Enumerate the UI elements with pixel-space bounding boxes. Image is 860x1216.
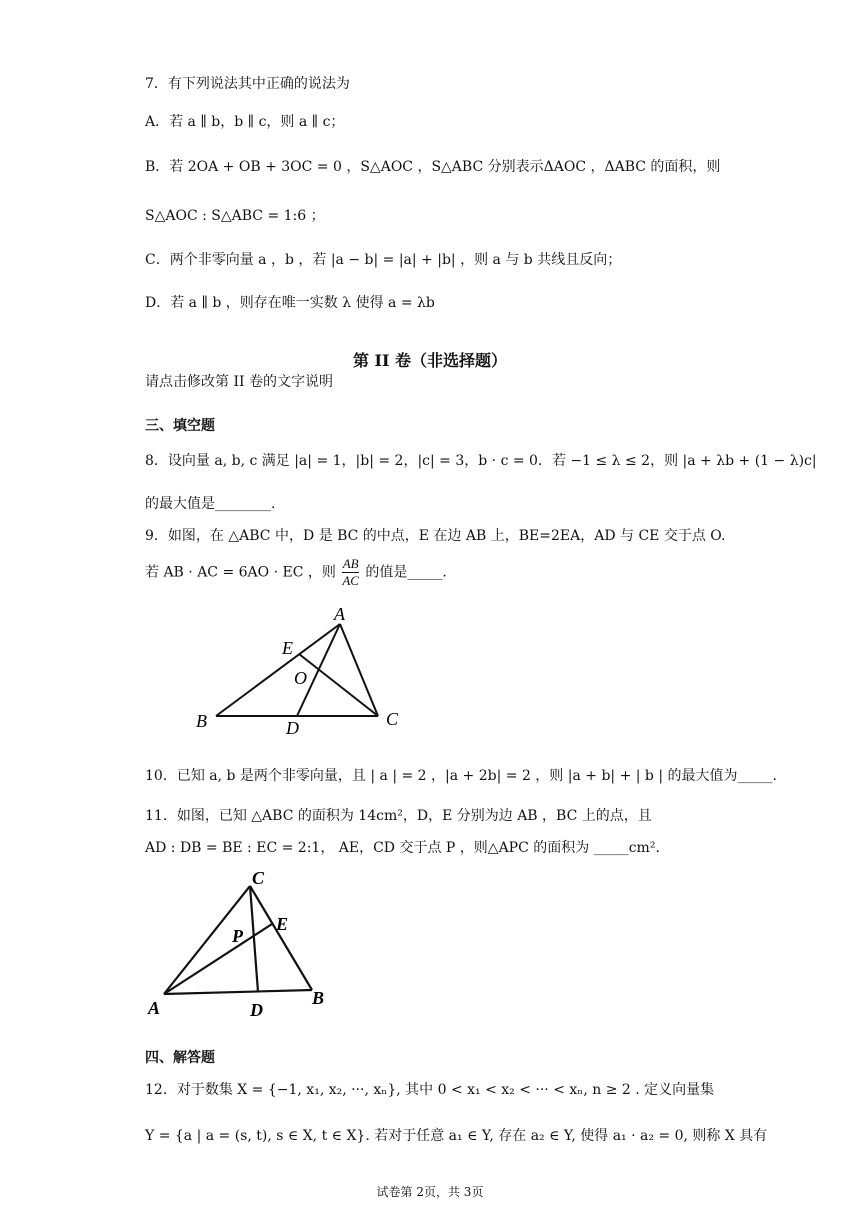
section-fill-in-title: 三、填空题 bbox=[145, 418, 215, 434]
q7-option-b-cont: S△AOC : S△ABC = 1:6 ； bbox=[145, 208, 325, 224]
q9-fraction-num: AB bbox=[342, 556, 359, 571]
q11-line1: 11．如图，已知 △ABC 的面积为 14cm²，D，E 分别为边 AB ，BC 上的点，且 bbox=[145, 808, 652, 824]
q11-label-b: B bbox=[312, 988, 325, 1008]
q11-label-a: A bbox=[148, 998, 161, 1018]
q7-option-c: C．两个非零向量 a ，b ，若 |a − b| = |a| + |b| ，则 a 与 b 共线且反向； bbox=[145, 252, 622, 268]
q9-line2-pre: 若 AB · AC = 6AO · EC ，则 bbox=[145, 564, 336, 581]
part2-title: 第 II 卷（非选择题） bbox=[352, 351, 508, 370]
q9-label-c: C bbox=[386, 709, 399, 729]
q7-stem: 7．有下列说法其中正确的说法为 bbox=[145, 76, 350, 92]
part2-note: 请点击修改第 II 卷的文字说明 bbox=[145, 374, 333, 390]
q9-line2 bbox=[145, 556, 447, 592]
q9-line2-post: 的值是_____. bbox=[365, 564, 447, 581]
q9-triangle-figure bbox=[190, 600, 410, 740]
q8-line2: 的最大值是________. bbox=[145, 496, 276, 512]
q12-line2: Y = {a | a = (s, t), s ∈ X, t ∈ X}. 若对于任意 a₁ ∈ Y, 存在 a₂ ∈ Y, 使得 a₁ · a₂ = 0, 则称 X 具有 bbox=[145, 1128, 768, 1144]
q9-label-a: A bbox=[334, 604, 345, 624]
q11-label-d: D bbox=[250, 1000, 263, 1020]
q11-label-c: C bbox=[252, 868, 265, 888]
q9-label-o: O bbox=[294, 668, 307, 688]
page-footer: 试卷第 2页，共 3页 bbox=[376, 1185, 484, 1199]
q7-option-d: D．若 a ∥ b ，则存在唯一实数 λ 使得 a = λb bbox=[145, 295, 435, 311]
q7-option-b: B．若 2OA + OB + 3OC = 0 ，S△AOC ，S△ABC 分别表示ΔAOC ，ΔABC 的面积，则 bbox=[145, 159, 721, 175]
q12-line1: 12．对于数集 X = {−1, x₁, x₂, ···, xₙ}, 其中 0 < x₁ < x₂ < ··· < xₙ, n ≥ 2 . 定义向量集 bbox=[145, 1082, 715, 1098]
q9-label-b: B bbox=[196, 711, 207, 731]
q8-line1: 8．设向量 a, b, c 满足 |a| = 1，|b| = 2，|c| = 3，b · c = 0．若 −1 ≤ λ ≤ 2，则 |a + λb + (1 − λ)c| bbox=[145, 453, 817, 469]
q9-fraction bbox=[342, 556, 359, 589]
q11-label-e: E bbox=[276, 914, 289, 934]
q9-fraction-den: AC bbox=[342, 573, 359, 588]
q11-line2: AD : DB = BE : EC = 2:1， AE，CD 交于点 P ，则△APC 的面积为 _____cm². bbox=[145, 840, 660, 856]
q7-option-a: A．若 a ∥ b，b ∥ c，则 a ∥ c； bbox=[145, 114, 345, 130]
section-answer-title: 四、解答题 bbox=[145, 1050, 215, 1066]
q9-line1: 9．如图，在 △ABC 中，D 是 BC 的中点，E 在边 AB 上，BE=2EA，AD 与 CE 交于点 O. bbox=[145, 528, 726, 544]
q11-label-p: P bbox=[232, 926, 243, 946]
q10-line1: 10．已知 a, b 是两个非零向量，且 | a | = 2 ，|a + 2b| = 2 ，则 |a + b| + | b | 的最大值为_____. bbox=[145, 768, 777, 784]
q11-triangle-figure bbox=[140, 866, 340, 1021]
q9-label-d: D bbox=[286, 718, 299, 738]
q9-label-e: E bbox=[282, 638, 293, 658]
